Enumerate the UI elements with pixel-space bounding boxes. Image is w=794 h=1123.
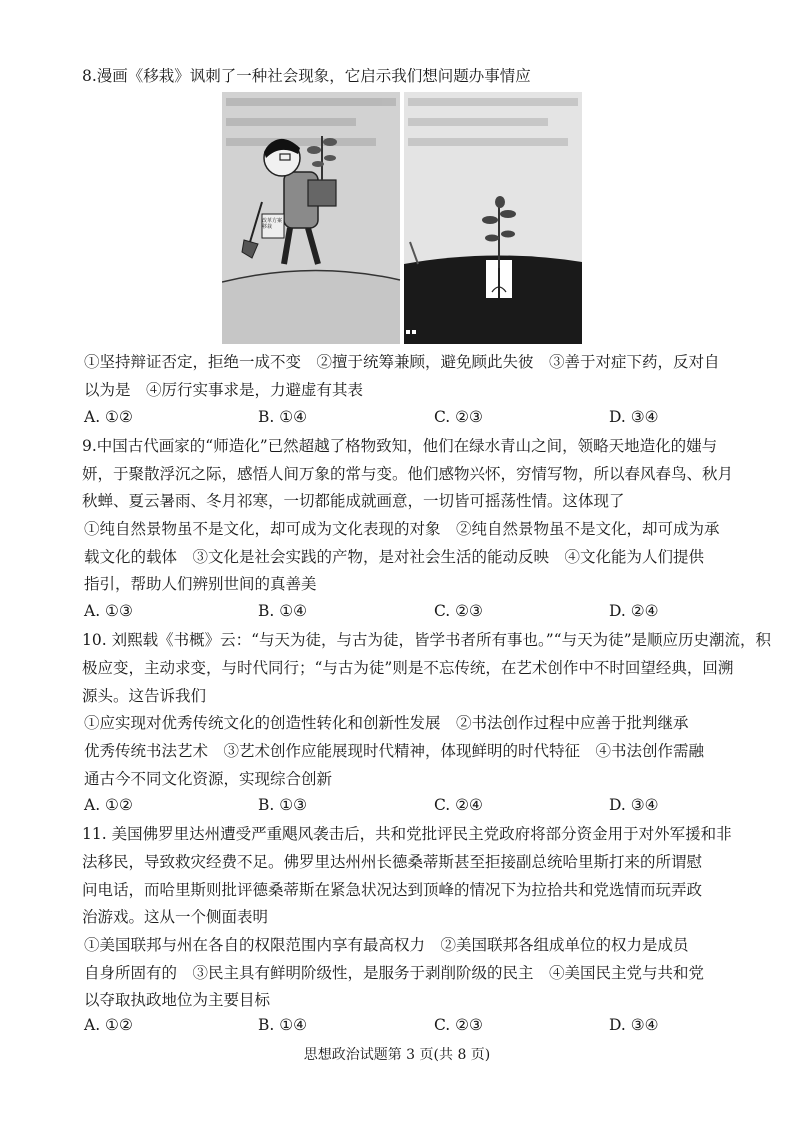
- q9-options: [84, 602, 684, 622]
- q8-options: [84, 408, 684, 428]
- q11-option-b[interactable]: B. ①④: [258, 1016, 308, 1034]
- q9-stem-line2: 妍，于聚散浮沉之际，感悟人间万象的常与变。他们感物兴怀，穷情写物，所以春风春鸟、秋月: [82, 465, 734, 483]
- q8-option-a[interactable]: A. ①②: [84, 408, 133, 426]
- q8-stem: 8.漫画《移栽》讽刺了一种社会现象，它启示我们想问题办事情应: [82, 67, 531, 85]
- q10-option-c[interactable]: C. ②④: [434, 796, 483, 814]
- q11-stem-line3: 问电话，而哈里斯则批评德桑蒂斯在紧急状况达到顶峰的情况下为拉拾共和党选情而玩弄政: [82, 881, 703, 899]
- q11-options: [84, 1016, 684, 1036]
- q11-stem-line1: 11. 美国佛罗里达州遭受严重飓风袭击后，共和党批评民主党政府将部分资金用于对外军援和非: [82, 825, 732, 843]
- q11-option-d[interactable]: D. ③④: [609, 1016, 659, 1034]
- q10-option-a[interactable]: A. ①②: [84, 796, 133, 814]
- q10-stem-line2: 极应变，主动求变，与时代同行；“与古为徒”则是不忘传统，在艺术创作中不时回望经典，回溯: [82, 659, 734, 677]
- q11-statements-line1: ①美国联邦与州在各自的权限范围内享有最高权力 ②美国联邦各组成单位的权力是成员: [84, 936, 689, 954]
- q10-options: [84, 796, 684, 816]
- q11-option-c[interactable]: C. ②③: [434, 1016, 483, 1034]
- q10-statements-line1: ①应实现对优秀传统文化的创造性转化和创新性发展 ②书法创作过程中应善于批判继承: [84, 714, 689, 732]
- q10-stem-line3: 源头。这告诉我们: [82, 687, 207, 705]
- q11-option-a[interactable]: A. ①②: [84, 1016, 133, 1034]
- q9-statements-line1: ①纯自然景物虽不是文化，却可成为文化表现的对象 ②纯自然景物虽不是文化，却可成为承: [84, 520, 720, 538]
- q8-option-b[interactable]: B. ①④: [258, 408, 308, 426]
- q11-statements-line3: 以夺取执政地位为主要目标: [84, 991, 271, 1009]
- q9-option-d[interactable]: D. ②④: [609, 602, 659, 620]
- q8-option-d[interactable]: D. ③④: [609, 408, 659, 426]
- q9-option-b[interactable]: B. ①④: [258, 602, 308, 620]
- q10-option-d[interactable]: D. ③④: [609, 796, 659, 814]
- q10-option-b[interactable]: B. ①③: [258, 796, 308, 814]
- q9-statements-line3: 指引，帮助人们辨别世间的真善美: [84, 575, 317, 593]
- q11-statements-line2: 自身所固有的 ③民主具有鲜明阶级性，是服务于剥削阶级的民主 ④美国民主党与共和党: [84, 964, 705, 982]
- q9-statements-line2: 载文化的载体 ③文化是社会实践的产物，是对社会生活的能动反映 ④文化能为人们提供: [84, 548, 705, 566]
- q11-stem-line4: 治游戏。这从一个侧面表明: [82, 908, 269, 926]
- q8-option-c[interactable]: C. ②③: [434, 408, 483, 426]
- page-footer: 思想政治试题第 3 页(共 8 页): [303, 1047, 491, 1063]
- q9-stem-line1: 9.中国古代画家的“师造化”已然超越了格物致知，他们在绿水青山之间，领略天地造化的媸与: [82, 437, 718, 455]
- q8-statements-line2: 以为是 ④厉行实事求是，力避虚有其表: [84, 381, 364, 399]
- q9-stem-line3: 秋蝉、夏云暑雨、冬月祁寒，一切都能成就画意，一切皆可摇荡性情。这体现了: [82, 492, 625, 510]
- q9-option-c[interactable]: C. ②③: [434, 602, 483, 620]
- q10-statements-line3: 通古今不同文化资源，实现综合创新: [84, 770, 333, 788]
- q8-statements-line1: ①坚持辩证否定，拒绝一成不变 ②擅于统筹兼顾，避免顾此失彼 ③善于对症下药，反对自: [84, 353, 720, 371]
- cartoon-sign-text: 改革方案 移栽: [262, 218, 283, 230]
- q10-stem-line1: 10. 刘熙载《书概》云：“与天为徒，与古为徒，皆学书者所有事也。”“与天为徒”是顺应历史潮流，积: [82, 631, 772, 649]
- q9-option-a[interactable]: A. ①③: [84, 602, 133, 620]
- cartoon-transplant: [222, 92, 582, 344]
- q10-statements-line2: 优秀传统书法艺术 ③艺术创作应能展现时代精神，体现鲜明的时代特征 ④书法创作需融: [84, 742, 705, 760]
- q11-stem-line2: 法移民，导致救灾经费不足。佛罗里达州州长德桑蒂斯甚至拒接副总统哈里斯打来的所谓慰: [82, 853, 703, 871]
